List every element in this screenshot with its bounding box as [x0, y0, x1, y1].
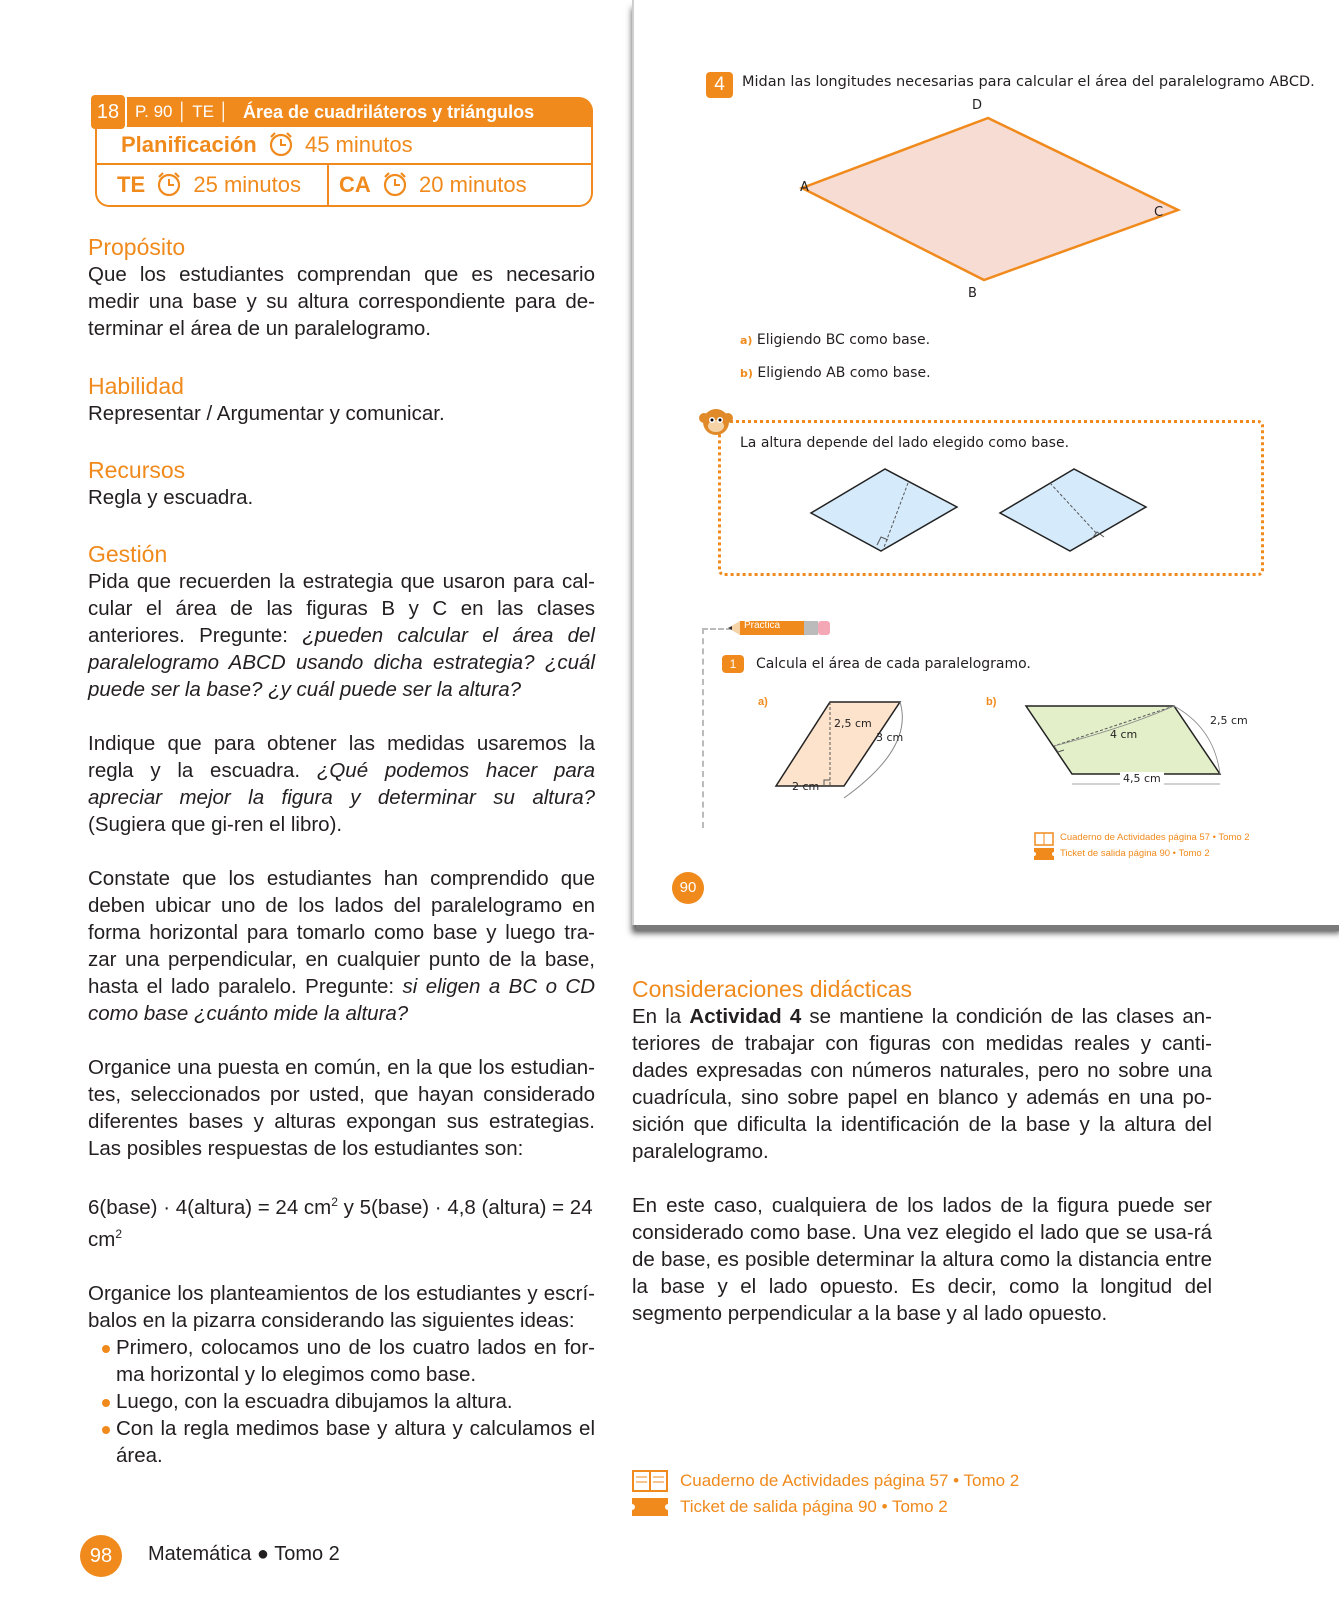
- ticket-icon: [1034, 848, 1054, 860]
- divider: [327, 165, 329, 205]
- tip-text: La altura depende del lado elegido como base.: [740, 435, 1070, 451]
- gestion-section: [88, 541, 595, 1469]
- figure-a-label: a): [758, 696, 768, 708]
- formula-part-a: 6(base) · 4(altura) = 24 cm: [88, 1195, 332, 1219]
- proposito-title: Propósito: [88, 234, 186, 260]
- list-item: [88, 1388, 595, 1415]
- option-a-label: a): [740, 334, 753, 347]
- cuaderno-ref-text: Cuaderno de Actividades página 57 • Tomo 2: [680, 1471, 1020, 1490]
- figure-b-label: b): [986, 696, 997, 708]
- list-item: [88, 1334, 595, 1388]
- figure-a-height: 2,5 cm: [834, 717, 872, 730]
- small-ref-cuaderno: Cuaderno de Actividades página 57 • Tomo 2: [1060, 832, 1250, 843]
- proposito-section: [88, 234, 595, 342]
- tip-figure-1: [809, 465, 959, 555]
- gestion-paragraph-5: Organice los planteamientos de los estudiantes y escrí-balos en la pizarra considerando las siguientes ideas:: [88, 1281, 595, 1332]
- gestion-p2-question: ¿Qué podemos hacer para apreciar mejor la figura y determinar su altura?: [88, 759, 595, 809]
- activity-instruction: Midan las longitudes necesarias para calcular el área del paralelogramo ABCD.: [742, 74, 1315, 90]
- consideraciones-section: [632, 976, 1212, 1327]
- recursos-section: [88, 457, 595, 511]
- gestion-paragraph-3: [88, 865, 595, 1027]
- figure-b-base: 4,5 cm: [1120, 772, 1164, 785]
- footer-text: Matemática ● Tomo 2: [148, 1543, 340, 1565]
- planning-row: [121, 128, 413, 167]
- te-label: TE: [117, 172, 146, 197]
- recursos-text: Regla y escuadra.: [88, 486, 254, 509]
- figure-b-side: 2,5 cm: [1210, 714, 1248, 727]
- recursos-title: Recursos: [88, 457, 186, 483]
- lesson-number: 18: [89, 93, 127, 131]
- habilidad-section: [88, 373, 595, 427]
- alarm-clock-icon: [381, 171, 409, 207]
- practica-label: Practica: [744, 620, 781, 631]
- activity-reference: Actividad 4: [689, 1005, 802, 1028]
- lesson-timing-box: [95, 125, 593, 207]
- divider: [97, 163, 591, 165]
- monkey-mascot-icon: [698, 404, 734, 438]
- list-item-text: Con la regla medimos base y altura y calculamos el área.: [116, 1416, 595, 1467]
- option-b: [740, 365, 931, 381]
- lesson-header-bar: [95, 97, 593, 127]
- gestion-p1-text: Pida que recuerden la estrategia que usaron para cal-cular el área de las figuras B y C en las clases anteriores. Pregunte:: [88, 570, 595, 647]
- formula-part-b: 5(base) · 4,8 (altura) = 24 cm: [88, 1195, 593, 1251]
- gestion-p2-text: Indique que para obtener las medidas usaremos la regla y la escuadra.: [88, 732, 595, 782]
- te-time: 25 minutos: [193, 172, 301, 197]
- formula-conjunction: y: [337, 1195, 360, 1219]
- list-item-text: Primero, colocamos uno de los cuatro lados en for-ma horizontal y lo elegimos como base.: [116, 1335, 595, 1386]
- list-item-text: Luego, con la escuadra dibujamos la altura.: [116, 1389, 513, 1413]
- habilidad-text: Representar / Argumentar y comunicar.: [88, 402, 445, 425]
- figure-a-base: 2 cm: [792, 780, 820, 793]
- bullet-dot: [102, 1426, 110, 1434]
- gestion-p2-note: (Sugiera que gi-ren el libro).: [88, 813, 343, 836]
- option-a: [740, 332, 930, 348]
- gestion-title: Gestión: [88, 541, 168, 567]
- page-number: 98: [80, 1535, 122, 1577]
- figure-b-height: 4 cm: [1110, 728, 1138, 741]
- gestion-paragraph-1: [88, 568, 595, 703]
- planning-label: Planificación: [121, 132, 257, 157]
- vertex-c-label: C: [1154, 205, 1164, 220]
- gestion-paragraph-2: [88, 730, 595, 838]
- gestion-p1-question: ¿pueden calcular el área del paralelogramo ABCD usando dicha estrategia? ¿cuál puede ser la base? ¿y cuál puede ser la altura?: [88, 624, 595, 701]
- planning-time: 45 minutos: [304, 132, 413, 157]
- te-row: [117, 168, 301, 207]
- notebook-icon: [1034, 832, 1054, 846]
- activity-number-badge: 4: [706, 72, 733, 98]
- gestion-p3-question: si eligen a BC o CD como base ¿cuánto mide la altura?: [88, 975, 596, 1025]
- figure-a-side: 3 cm: [876, 731, 904, 744]
- bullet-dot: [102, 1399, 110, 1407]
- consideraciones-p1-text: En la: [632, 1005, 690, 1028]
- proposito-text: Que los estudiantes comprendan que es necesario medir una base y su altura correspondiente para de-terminar el área de un paralelogramo.: [88, 263, 595, 340]
- ticket-ref-text: Ticket de salida página 90 • Tomo 2: [680, 1497, 948, 1516]
- option-a-text: Eligiendo BC como base.: [756, 332, 931, 348]
- formula-exponent: 2: [115, 1226, 123, 1241]
- bullet-dot: [102, 1345, 110, 1353]
- gestion-p3-text: Constate que los estudiantes han comprendido que deben ubicar uno de los lados del paralelogramo en forma horizontal para tomarlo como base y luego tra-zar una perpendicular, en cualquier punto de la base, hasta el lado paralelo. Pregunte:: [88, 867, 595, 998]
- practica-guide-line: [702, 628, 706, 828]
- lesson-header-box: [95, 97, 593, 208]
- notebook-icon: [632, 1470, 668, 1492]
- exercise-instruction: Calcula el área de cada paralelogramo.: [756, 656, 1031, 672]
- alarm-clock-icon: [267, 131, 295, 167]
- vertex-b-label: B: [968, 286, 977, 301]
- option-b-text: Eligiendo AB como base.: [757, 365, 931, 381]
- ca-label: CA: [339, 172, 371, 197]
- textbook-page-number: 90: [672, 872, 704, 904]
- gestion-paragraph-4: Organice una puesta en común, en la que los estudian-tes, seleccionados por usted, que hayan considerado diferentes bases y alturas expongan sus estrategias. Las posibles respuestas de los estudiantes son:: [88, 1056, 595, 1160]
- lesson-title: Área de cuadriláteros y triángulos: [243, 102, 535, 122]
- list-item: [88, 1415, 595, 1469]
- lesson-page-ref: P. 90 │ TE │: [135, 102, 230, 121]
- consideraciones-p1-text: se mantiene la condición de las clases an-teriores de trabajar con figuras con medidas reales y canti-dades expresadas con números naturales, pero no sobre una cuadrícula, sino sobre papel en blanco y además en una po-sición que dificulta la identificación de la base y la altura del paralelogramo.: [632, 1005, 1212, 1163]
- ca-time: 20 minutos: [419, 172, 527, 197]
- formula-exponent: 2: [331, 1195, 338, 1209]
- exercise-number-badge: 1: [722, 655, 744, 673]
- vertex-a-label: A: [800, 180, 809, 195]
- vertex-d-label: D: [972, 98, 983, 113]
- option-b-label: b): [740, 367, 753, 380]
- small-ref-ticket: Ticket de salida página 90 • Tomo 2: [1060, 848, 1210, 859]
- consideraciones-title: Consideraciones didácticas: [632, 976, 912, 1002]
- ca-row: [339, 168, 527, 207]
- ticket-icon: [632, 1498, 668, 1516]
- textbook-page-image: [632, 0, 1339, 925]
- formula: [88, 1189, 595, 1253]
- habilidad-title: Habilidad: [88, 373, 184, 399]
- consideraciones-paragraph-2: En este caso, cualquiera de los lados de la figura puede ser considerado como base. Una vez elegido el lado que se usa-rá de base, es posible determinar la altura como la distancia entre la base y el lado opuesto. Es decir, como la longitud del segmento perpendicular a la base y al lado opuesto.: [632, 1194, 1212, 1325]
- tip-figure-2: [998, 465, 1148, 555]
- alarm-clock-icon: [155, 171, 183, 207]
- consideraciones-paragraph-1: [632, 1003, 1212, 1165]
- parallelogram-abcd: [794, 110, 1194, 290]
